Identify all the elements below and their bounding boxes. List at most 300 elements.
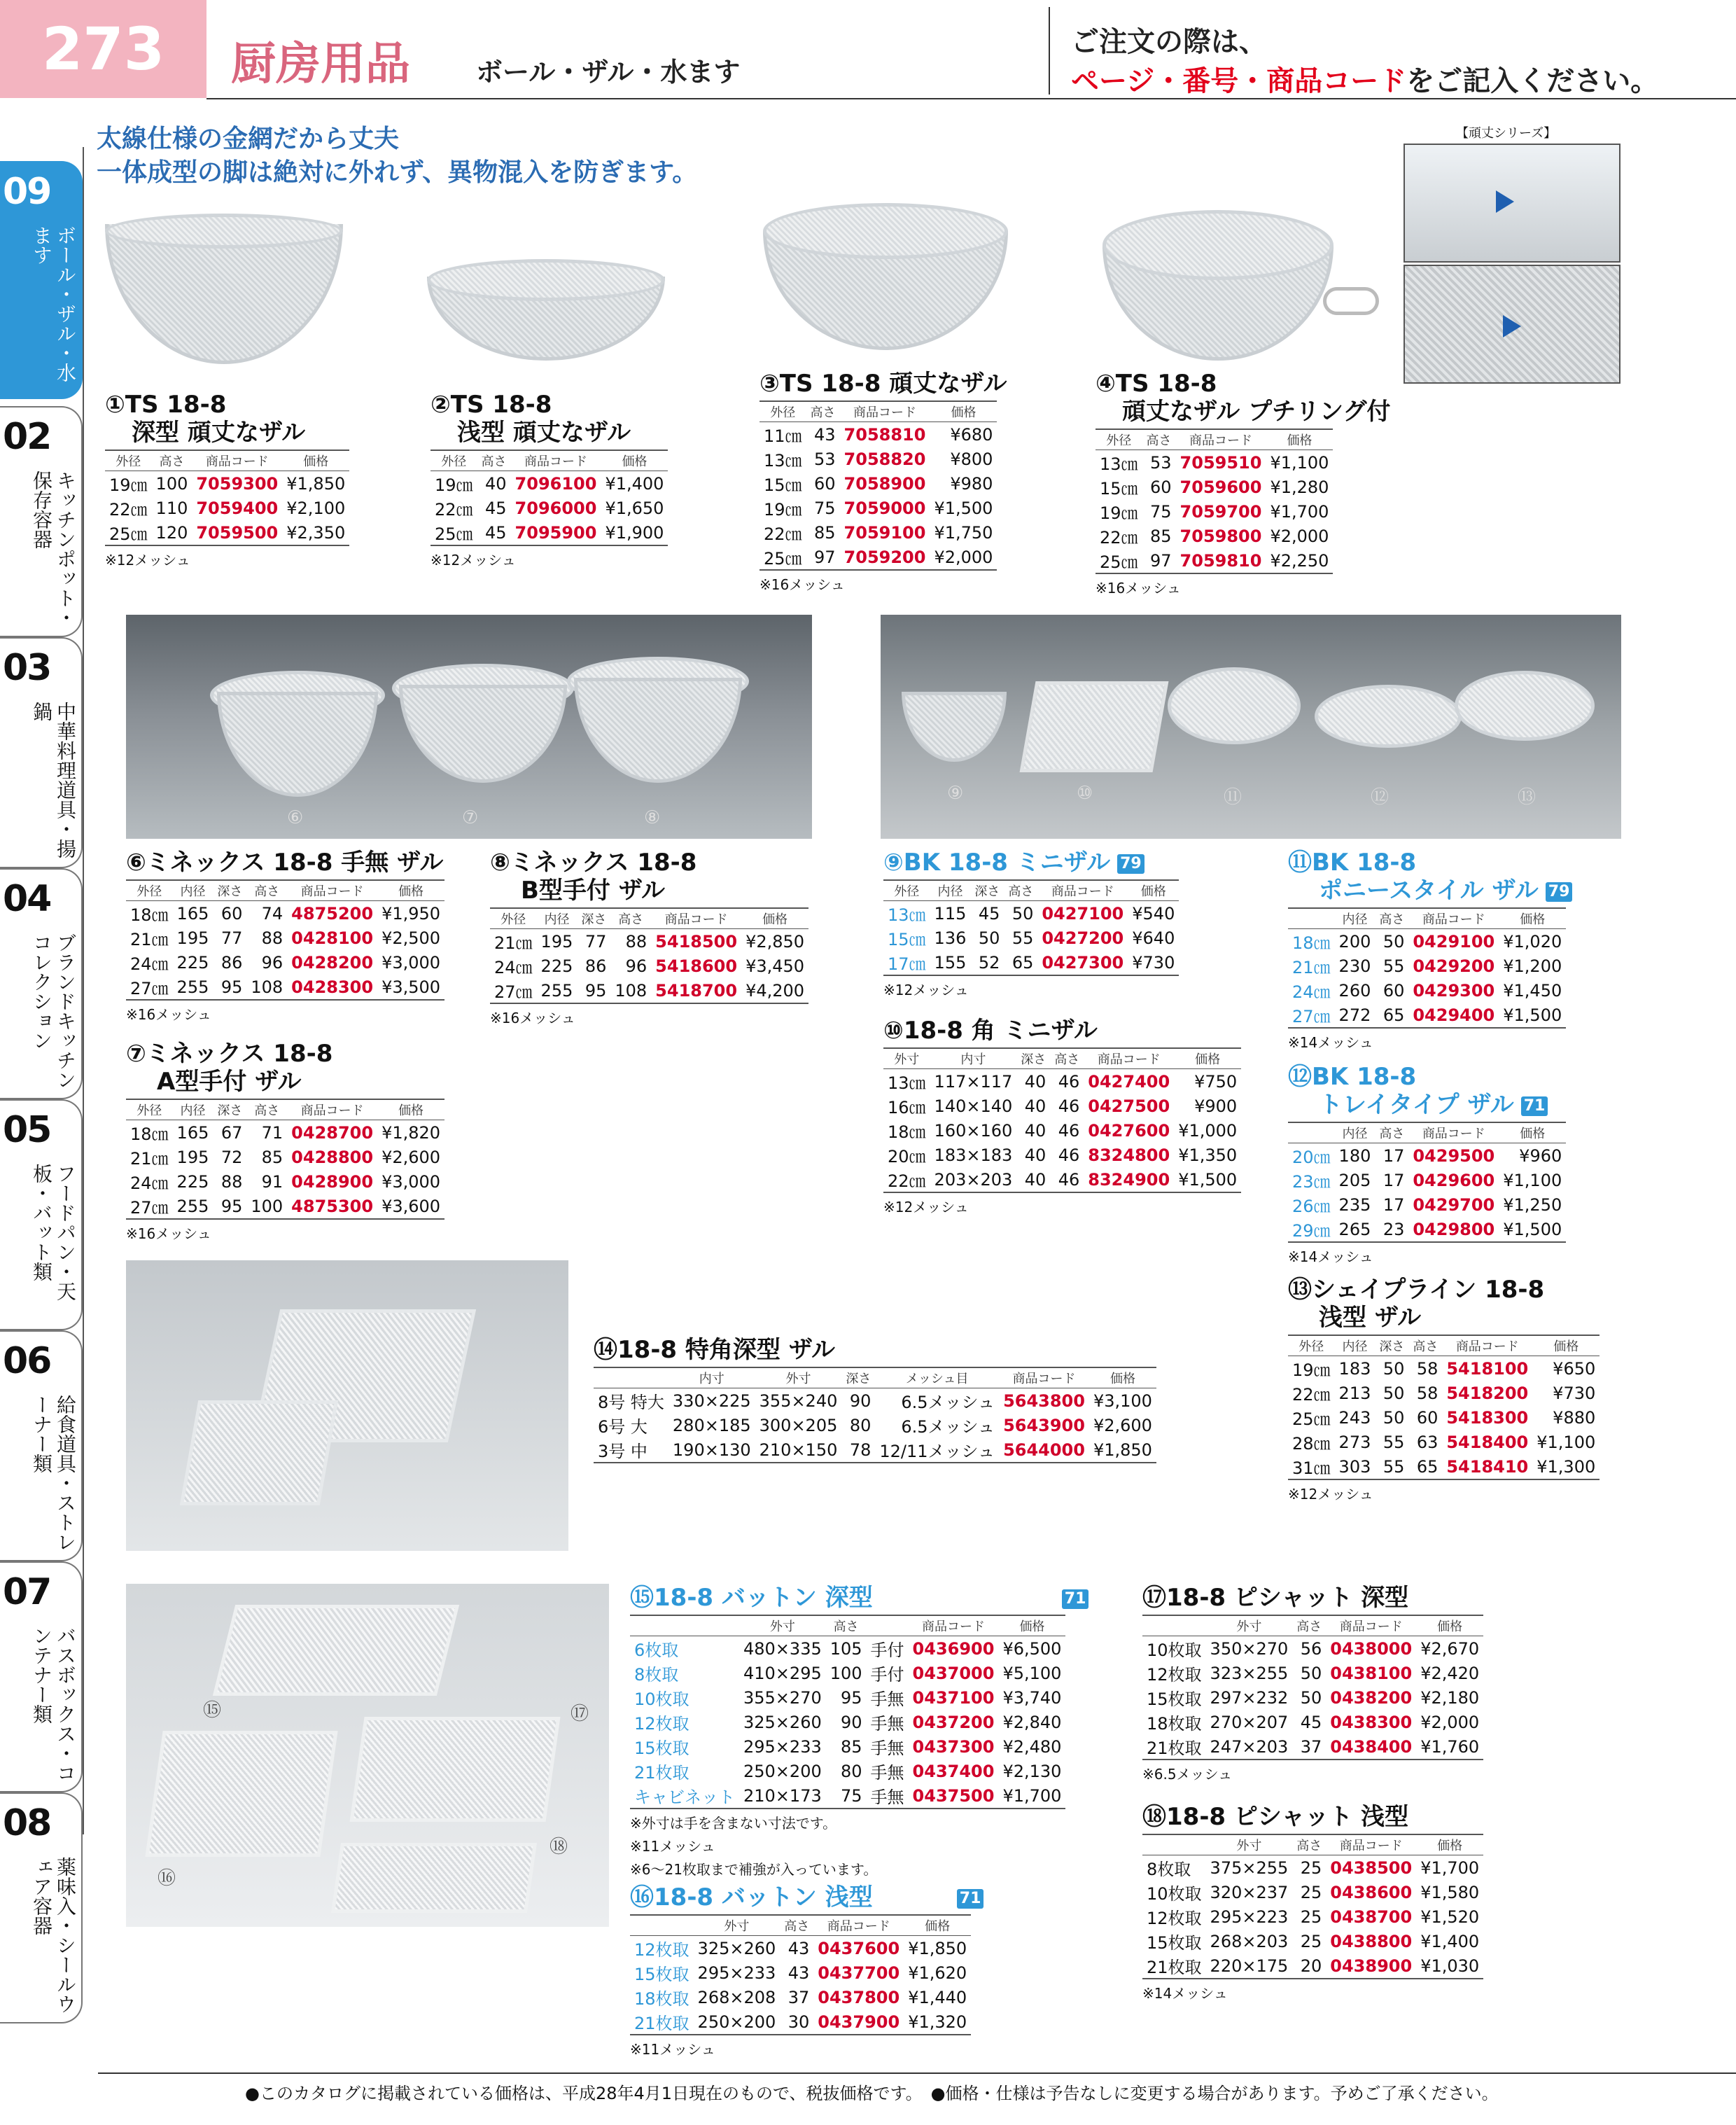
tab-number: 07 bbox=[3, 1571, 51, 1613]
table-cell: 40 bbox=[1024, 1120, 1046, 1141]
table-cell: 50 bbox=[1382, 1358, 1405, 1379]
table-cell: ¥2,420 bbox=[1420, 1663, 1480, 1683]
column-header: 深さ bbox=[1016, 1048, 1050, 1069]
table-row bbox=[490, 929, 808, 954]
table-cell: 213 bbox=[1338, 1383, 1371, 1403]
column-header: 商品コード bbox=[192, 450, 282, 471]
mesh-note: ※6.5メッシュ bbox=[1142, 1766, 1233, 1783]
table-cell: 52 bbox=[970, 950, 1004, 975]
size-cell: 21枚取 bbox=[630, 2009, 694, 2035]
product-title bbox=[630, 1883, 983, 1911]
mesh-note: ※12メッシュ bbox=[1288, 1486, 1373, 1503]
table-cell: 25 bbox=[1300, 1931, 1322, 1951]
table-header-row bbox=[883, 880, 1179, 901]
column-header: 外寸 bbox=[755, 1367, 842, 1388]
table-cell: 410×295 bbox=[743, 1663, 822, 1683]
table-row bbox=[630, 1661, 1065, 1685]
product-title: ⑦ミネックス 18-8 bbox=[126, 1040, 333, 1068]
product-code: 5643900 bbox=[1003, 1415, 1085, 1435]
tab-06[interactable] bbox=[0, 1330, 83, 1561]
product-code: 0438700 bbox=[1330, 1907, 1413, 1927]
table-cell: 230 bbox=[1338, 956, 1371, 976]
tab-label: フードパン・天板・バット類 bbox=[30, 1164, 77, 1301]
table-row bbox=[1096, 499, 1333, 524]
table-row bbox=[1096, 548, 1333, 573]
mesh-note: ※16メッシュ bbox=[1096, 580, 1181, 597]
pony-zaru-11-image bbox=[1168, 667, 1301, 744]
table-row bbox=[1288, 1405, 1600, 1430]
column-header: 商品コード bbox=[511, 450, 601, 471]
size-cell: 19㎝ bbox=[764, 500, 802, 520]
table-cell: 295×223 bbox=[1210, 1907, 1289, 1927]
tab-05[interactable] bbox=[0, 1099, 83, 1330]
table-cell: 55 bbox=[1382, 956, 1405, 976]
table-cell: ¥1,280 bbox=[1270, 477, 1329, 497]
tab-number: 06 bbox=[3, 1340, 51, 1382]
table-cell: ¥900 bbox=[1194, 1096, 1238, 1116]
tab-label: 薬味入・シールウェア容器 bbox=[30, 1857, 77, 2014]
product-title: ⑱18-8 ピシャット 浅型 bbox=[1142, 1803, 1409, 1831]
product-title: ⑫BK 18-8 bbox=[1288, 1063, 1417, 1091]
mini-zaru-9-image bbox=[902, 692, 1007, 762]
table-cell: ¥2,000 bbox=[1270, 526, 1329, 546]
table-cell: 115 bbox=[934, 903, 967, 924]
table-cell: ¥800 bbox=[950, 449, 993, 469]
size-cell: 21㎝ bbox=[1292, 958, 1331, 977]
table-cell: ¥3,600 bbox=[377, 1194, 444, 1219]
product-code: 7059600 bbox=[1180, 477, 1262, 497]
table-cell: 265 bbox=[1335, 1217, 1376, 1242]
colander-8-body bbox=[574, 678, 742, 783]
table-cell: 108 bbox=[246, 975, 287, 1000]
table-cell: 12/11メッシュ bbox=[875, 1437, 999, 1463]
table-cell: 46 bbox=[1058, 1120, 1080, 1141]
product-code: 5418500 bbox=[655, 931, 738, 952]
table-cell: 355×240 bbox=[759, 1391, 838, 1411]
spec-table bbox=[630, 1914, 971, 2035]
product-3 bbox=[760, 370, 1007, 594]
photo-label: ⑥ bbox=[287, 807, 304, 828]
column-header bbox=[630, 1915, 694, 1936]
table-cell: 65 bbox=[1375, 1003, 1408, 1028]
product-code: 5418100 bbox=[1446, 1358, 1529, 1379]
tab-number: 02 bbox=[3, 416, 51, 458]
table-row bbox=[760, 447, 997, 471]
table-cell: 210×173 bbox=[739, 1783, 826, 1809]
column-header: 外径 bbox=[883, 880, 930, 901]
product-16 bbox=[630, 1883, 983, 2058]
table-cell: ¥2,480 bbox=[1002, 1736, 1062, 1757]
table-cell: ¥2,600 bbox=[1093, 1415, 1152, 1435]
product-code: 0437200 bbox=[912, 1712, 995, 1732]
table-cell: 55 bbox=[1375, 1454, 1408, 1479]
catalog-ref-icon: 79 bbox=[1117, 854, 1144, 874]
mesh-note: ※16メッシュ bbox=[126, 1225, 211, 1242]
table-row bbox=[883, 1167, 1241, 1192]
size-cell: 10枚取 bbox=[634, 1689, 690, 1709]
product-code: 7058900 bbox=[844, 473, 926, 494]
table-row bbox=[126, 1120, 444, 1145]
column-header: 外寸 bbox=[883, 1048, 930, 1069]
table-cell: 78 bbox=[841, 1437, 875, 1463]
product-code: 0427600 bbox=[1088, 1120, 1170, 1141]
table-cell: 210×150 bbox=[755, 1437, 842, 1463]
table-cell: 74 bbox=[261, 903, 284, 924]
table-cell: 350×270 bbox=[1210, 1638, 1289, 1659]
column-header: 深さ bbox=[213, 1099, 246, 1120]
column-header: 高さ bbox=[477, 450, 511, 471]
column-header: 商品コード bbox=[1408, 908, 1499, 929]
table-row bbox=[105, 471, 349, 496]
spec-table bbox=[630, 1615, 1065, 1809]
table-row bbox=[630, 1960, 971, 1985]
table-cell: 250×200 bbox=[694, 2009, 780, 2035]
column-header: 外寸 bbox=[1206, 1834, 1293, 1855]
product-code: 0427300 bbox=[1037, 950, 1128, 975]
product-code: 0436900 bbox=[912, 1638, 995, 1659]
mesh-note: ※14メッシュ bbox=[1142, 1985, 1228, 2002]
column-header bbox=[1288, 908, 1335, 929]
table-cell: 86 bbox=[584, 956, 607, 976]
size-cell: 11㎝ bbox=[764, 426, 802, 446]
table-row bbox=[490, 954, 808, 978]
size-cell: 25㎝ bbox=[1096, 548, 1142, 573]
table-cell: 17 bbox=[1382, 1145, 1405, 1166]
table-cell: 160×160 bbox=[934, 1120, 1013, 1141]
photo-label: ⑱ bbox=[550, 1837, 568, 1858]
size-cell: 19㎝ bbox=[1100, 503, 1138, 523]
table-cell: 325×260 bbox=[743, 1712, 822, 1732]
mesh-note: ※11メッシュ bbox=[630, 1838, 715, 1855]
size-cell: 27㎝ bbox=[126, 1194, 173, 1219]
product-title: ④TS 18-8 bbox=[1096, 370, 1217, 398]
product-title: ⑭18-8 特角深型 ザル bbox=[594, 1336, 836, 1364]
product-4 bbox=[1096, 370, 1390, 597]
spec-table bbox=[430, 450, 668, 546]
table-row bbox=[430, 471, 668, 496]
product-title-text: ⑨BK 18-8 ミニザル bbox=[883, 849, 1111, 877]
table-cell: ¥880 bbox=[1553, 1407, 1596, 1428]
table-cell: ¥1,500 bbox=[1499, 1003, 1566, 1028]
size-cell: 15㎝ bbox=[764, 475, 802, 495]
size-cell: 22㎝ bbox=[435, 500, 473, 520]
column-header: 商品コード bbox=[1326, 1615, 1416, 1636]
mesh-note: ※11メッシュ bbox=[630, 2041, 715, 2058]
reinforce-note: ※6～21枚取まで補強が入っています。 bbox=[630, 1861, 878, 1878]
photo-label: ⑬ bbox=[1518, 787, 1536, 808]
table-cell: 235 bbox=[1338, 1194, 1371, 1215]
product-code: 7096100 bbox=[514, 473, 597, 494]
table-cell: ¥3,450 bbox=[746, 956, 805, 976]
tab-label: 給食道具・ストレーナー類 bbox=[30, 1395, 77, 1552]
table-cell: 195 bbox=[176, 928, 209, 948]
column-header: 商品コード bbox=[1442, 1335, 1532, 1356]
size-cell: 13㎝ bbox=[888, 905, 926, 925]
table-cell: 203×203 bbox=[930, 1167, 1017, 1192]
size-cell: 21枚取 bbox=[634, 1763, 690, 1783]
column-header: 内寸 bbox=[668, 1367, 755, 1388]
catalog-ref-icon: 71 bbox=[1062, 1589, 1089, 1609]
tab-label: キッチンポット・保存容器 bbox=[30, 471, 77, 627]
table-cell: 30 bbox=[780, 2009, 813, 2035]
table-cell: ¥1,020 bbox=[1503, 931, 1562, 952]
table-cell: 50 bbox=[1300, 1687, 1322, 1708]
table-cell: 225 bbox=[540, 956, 573, 976]
table-cell: 155 bbox=[930, 950, 971, 975]
table-row bbox=[1288, 1168, 1566, 1192]
column-header: 高さ bbox=[152, 450, 192, 471]
table-row bbox=[594, 1388, 1156, 1414]
column-header: 商品コード bbox=[909, 1615, 999, 1636]
table-row bbox=[1142, 1636, 1483, 1661]
table-cell: 303 bbox=[1335, 1454, 1376, 1479]
column-header: 高さ bbox=[246, 1099, 287, 1120]
size-cell: 28㎝ bbox=[1292, 1434, 1331, 1454]
product-photo-bk bbox=[881, 615, 1621, 839]
table-cell: 295×233 bbox=[697, 1963, 776, 1983]
table-cell: ¥750 bbox=[1194, 1071, 1238, 1092]
table-cell: 85 bbox=[814, 522, 836, 543]
table-cell: 43 bbox=[788, 1963, 810, 1983]
table-cell: ¥2,350 bbox=[282, 520, 349, 545]
table-cell: 355×270 bbox=[743, 1687, 822, 1708]
table-row bbox=[430, 496, 668, 520]
size-cell: 13㎝ bbox=[1100, 454, 1138, 474]
table-cell: ¥1,350 bbox=[1178, 1145, 1238, 1165]
size-cell: 19㎝ bbox=[435, 475, 473, 495]
product-code: 0429200 bbox=[1413, 956, 1495, 976]
product-8 bbox=[490, 849, 808, 1027]
table-cell: 165 bbox=[176, 903, 209, 924]
size-cell: 21枚取 bbox=[1142, 1953, 1206, 1979]
table-cell: 90 bbox=[849, 1391, 872, 1411]
table-row bbox=[760, 422, 997, 447]
product-9 bbox=[883, 849, 1179, 999]
product-code: 0437500 bbox=[909, 1783, 999, 1809]
table-row bbox=[630, 1759, 1065, 1783]
table-cell: 97 bbox=[1142, 548, 1176, 573]
table-row bbox=[594, 1437, 1156, 1463]
column-header: 外径 bbox=[126, 1099, 173, 1120]
table-row bbox=[630, 1734, 1065, 1759]
product-7 bbox=[126, 1040, 444, 1243]
tab-04[interactable] bbox=[0, 868, 83, 1099]
table-row bbox=[1142, 1710, 1483, 1734]
tab-07[interactable] bbox=[0, 1561, 83, 1792]
table-cell: ¥2,500 bbox=[382, 928, 441, 948]
table-row bbox=[490, 978, 808, 1003]
table-row bbox=[1288, 1003, 1566, 1028]
table-cell: 95 bbox=[577, 978, 610, 1003]
product-code: 0437800 bbox=[818, 1987, 900, 2007]
table-cell: ¥2,130 bbox=[1002, 1761, 1062, 1781]
table-cell: 247×203 bbox=[1206, 1734, 1293, 1760]
table-cell: ¥980 bbox=[950, 473, 993, 494]
table-header-row bbox=[126, 880, 444, 901]
mesh-note: ※12メッシュ bbox=[430, 552, 516, 569]
mesh-note: ※16メッシュ bbox=[760, 576, 845, 593]
column-header: 価格 bbox=[741, 908, 808, 929]
product-code: 4875300 bbox=[287, 1194, 377, 1219]
table-cell: 88 bbox=[220, 1171, 243, 1192]
table-cell: 95 bbox=[213, 975, 246, 1000]
table-cell: 17 bbox=[1382, 1170, 1405, 1190]
column-header: 価格 bbox=[377, 880, 444, 901]
table-row bbox=[1142, 1880, 1483, 1904]
product-title-2: 頑丈なザル プチリング付 bbox=[1122, 398, 1391, 426]
column-header: 深さ bbox=[1375, 1335, 1408, 1356]
table-cell: ¥1,850 bbox=[1089, 1437, 1156, 1463]
product-code: 7059000 bbox=[844, 498, 926, 518]
size-cell: 22㎝ bbox=[883, 1167, 930, 1192]
product-code: 0438000 bbox=[1330, 1638, 1413, 1659]
table-cell: ¥1,400 bbox=[1420, 1931, 1480, 1951]
column-header: 価格 bbox=[1532, 1335, 1600, 1356]
spec-table bbox=[760, 400, 997, 571]
product-image-4-rim bbox=[1102, 210, 1334, 280]
table-cell: 97 bbox=[806, 545, 840, 570]
photo-label: ⑪ bbox=[1224, 787, 1242, 808]
table-cell: ¥1,620 bbox=[908, 1963, 967, 1983]
size-cell: 12枚取 bbox=[634, 1714, 690, 1734]
table-cell: ¥1,520 bbox=[1420, 1907, 1480, 1927]
product-6 bbox=[126, 849, 444, 1024]
table-cell: ¥6,500 bbox=[1002, 1638, 1062, 1659]
size-cell: 13㎝ bbox=[764, 451, 802, 471]
table-row bbox=[883, 1069, 1241, 1094]
tab-03[interactable] bbox=[0, 637, 83, 868]
size-cell: 12枚取 bbox=[1147, 1909, 1202, 1928]
size-cell: 21㎝ bbox=[130, 1149, 169, 1169]
table-row bbox=[883, 1094, 1241, 1118]
table-cell: 20 bbox=[1292, 1953, 1326, 1979]
size-cell: 19㎝ bbox=[1292, 1360, 1331, 1380]
column-header: 商品コード bbox=[1084, 1048, 1174, 1069]
product-code: 5418600 bbox=[655, 956, 738, 976]
product-title bbox=[883, 849, 1179, 877]
order-note-line1: ご注文の際は、 bbox=[1071, 26, 1267, 58]
table-cell: 6.5メッシュ bbox=[901, 1417, 995, 1437]
table-cell: 56 bbox=[1300, 1638, 1322, 1659]
table-cell: 45 bbox=[978, 903, 1000, 924]
product-code: 0428900 bbox=[291, 1171, 374, 1192]
table-cell: ¥1,320 bbox=[904, 2009, 971, 2035]
table-cell: ¥960 bbox=[1519, 1145, 1562, 1166]
column-header: 商品コード bbox=[287, 1099, 377, 1120]
size-cell: 18㎝ bbox=[888, 1122, 926, 1142]
table-cell: ¥1,900 bbox=[601, 520, 668, 545]
mesh-note: ※12メッシュ bbox=[105, 552, 190, 569]
table-row bbox=[1142, 1685, 1483, 1710]
size-cell: 21㎝ bbox=[130, 930, 169, 949]
column-header: 外寸 bbox=[1206, 1615, 1293, 1636]
table-cell: ¥2,250 bbox=[1266, 548, 1333, 573]
table-cell: 46 bbox=[1058, 1145, 1080, 1165]
table-row bbox=[1096, 475, 1333, 499]
table-row bbox=[594, 1413, 1156, 1437]
product-code: 5643800 bbox=[1003, 1391, 1085, 1411]
table-cell: 255 bbox=[537, 978, 578, 1003]
size-cell: 8枚取 bbox=[634, 1665, 679, 1685]
tab-02[interactable] bbox=[0, 406, 83, 637]
size-note: ※外寸は手を含まない寸法です。 bbox=[630, 1815, 837, 1832]
column-header: 深さ bbox=[970, 880, 1004, 901]
size-cell: 27㎝ bbox=[1288, 1003, 1335, 1028]
product-code: 0427400 bbox=[1088, 1071, 1170, 1092]
table-cell: 105 bbox=[830, 1638, 862, 1659]
table-cell: 330×225 bbox=[672, 1391, 751, 1411]
table-cell: 255 bbox=[173, 1194, 214, 1219]
size-cell: 25㎝ bbox=[1292, 1409, 1331, 1429]
product-code: 0427500 bbox=[1088, 1096, 1170, 1116]
column-header: 高さ bbox=[780, 1915, 813, 1936]
size-cell: 10枚取 bbox=[1147, 1640, 1202, 1660]
column-header: 商品コード bbox=[1176, 429, 1266, 450]
product-code: 0429400 bbox=[1408, 1003, 1499, 1028]
column-header: 高さ bbox=[1292, 1834, 1326, 1855]
column-header: 高さ bbox=[806, 401, 840, 422]
table-header-row bbox=[630, 1615, 1065, 1636]
size-cell: 27㎝ bbox=[490, 978, 537, 1003]
table-row bbox=[1142, 1734, 1483, 1760]
size-cell: 24㎝ bbox=[494, 958, 533, 977]
table-row bbox=[126, 975, 444, 1000]
column-header: 外径 bbox=[490, 908, 537, 929]
product-code: 0438400 bbox=[1326, 1734, 1416, 1760]
catalog-ref-icon: 71 bbox=[1521, 1096, 1548, 1116]
table-cell: ¥680 bbox=[950, 424, 993, 445]
product-code: 0437000 bbox=[912, 1663, 995, 1683]
table-cell: ¥1,850 bbox=[908, 1938, 967, 1958]
table-header-row bbox=[760, 401, 997, 422]
tab-09[interactable] bbox=[0, 161, 83, 399]
mesh-note: ※12メッシュ bbox=[883, 1199, 969, 1215]
product-code: 0428800 bbox=[291, 1147, 374, 1167]
size-cell: 24㎝ bbox=[130, 1173, 169, 1193]
size-cell: 15枚取 bbox=[1147, 1933, 1202, 1953]
colander-6-body bbox=[217, 692, 378, 797]
product-title-text: ⑯18-8 バットン 浅型 bbox=[630, 1883, 873, 1911]
size-cell: 25㎝ bbox=[105, 520, 152, 545]
spec-table bbox=[126, 1099, 444, 1220]
table-cell: ¥5,100 bbox=[1002, 1663, 1062, 1683]
table-cell: ¥1,700 bbox=[998, 1783, 1065, 1809]
table-cell: ¥2,000 bbox=[930, 545, 997, 570]
product-code: 5644000 bbox=[999, 1437, 1089, 1463]
table-cell: 手付 bbox=[870, 1640, 904, 1660]
spec-table bbox=[1096, 429, 1333, 574]
product-title-2: 浅型 ザル bbox=[1319, 1304, 1422, 1332]
spec-table bbox=[1288, 1335, 1600, 1480]
product-code: 0438500 bbox=[1330, 1858, 1413, 1878]
catch-line1: 太線仕様の金網だから丈夫 bbox=[97, 125, 400, 153]
size-cell: 18㎝ bbox=[130, 905, 169, 925]
column-header: 商品コード bbox=[840, 401, 930, 422]
table-cell: 37 bbox=[1292, 1734, 1326, 1760]
size-cell: 21㎝ bbox=[494, 933, 533, 953]
tray-zaru-12-image bbox=[1315, 685, 1462, 748]
table-cell: 96 bbox=[625, 956, 648, 976]
product-17 bbox=[1142, 1584, 1483, 1783]
column-header bbox=[594, 1367, 668, 1388]
table-cell: ¥1,100 bbox=[1270, 452, 1329, 473]
tab-08[interactable] bbox=[0, 1792, 83, 2023]
table-cell: ¥2,670 bbox=[1420, 1638, 1480, 1659]
product-title-2-text: トレイタイプ ザル bbox=[1319, 1091, 1514, 1119]
table-cell: 50 bbox=[1382, 931, 1405, 952]
table-row bbox=[126, 901, 444, 926]
table-row bbox=[630, 1936, 971, 1961]
